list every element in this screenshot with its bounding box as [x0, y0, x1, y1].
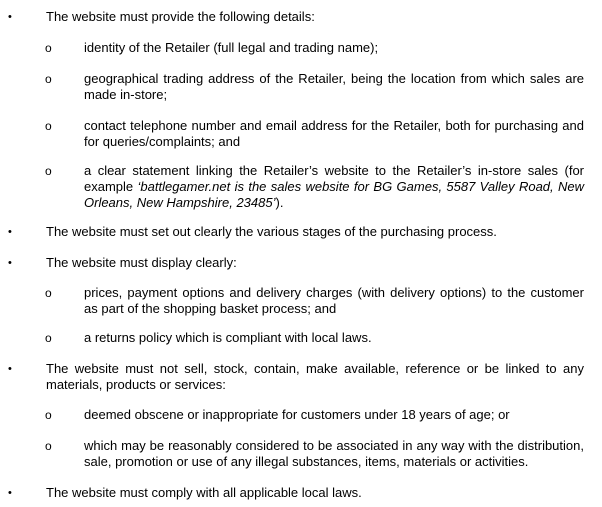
- list-item-text: The website must display clearly:: [46, 255, 237, 270]
- sub-bullet-marker: o: [45, 72, 52, 86]
- sub-list-item-text: deemed obscene or inappropriate for customers under 18 years of age; or: [84, 407, 510, 422]
- sub-bullet-marker: o: [45, 408, 52, 422]
- sub-list-item-text: identity of the Retailer (full legal and trading name);: [84, 40, 379, 55]
- bullet-marker: •: [8, 363, 12, 375]
- sub-list-item-text: which may be reasonably considered to be associated in any way with the distribution, sale, promotion or use of any illegal substances, items, materials or activities.: [84, 438, 584, 469]
- statement-end: ).: [275, 195, 284, 210]
- list-item-text: The website must comply with all applicable local laws.: [46, 485, 362, 500]
- sub-list-item-text: prices, payment options and delivery charges (with delivery options) to the customer as part of the shopping basket process; and: [84, 285, 584, 316]
- sub-list-item-text: [84, 163, 584, 211]
- sub-bullet-marker: o: [45, 439, 52, 453]
- example-quote: ‘battlegamer.net is the sales website for BG Games, 5587 Valley Road, New Orleans, New Hampshire, 23485’: [84, 179, 584, 210]
- list-item-text: The website must provide the following details:: [46, 9, 315, 24]
- sub-bullet-marker: o: [45, 331, 52, 345]
- sub-bullet-marker: o: [45, 164, 52, 178]
- sub-list-item-text: contact telephone number and email address for the Retailer, both for purchasing and for queries/complaints; and: [84, 118, 584, 149]
- bullet-marker: •: [8, 487, 12, 499]
- sub-list-item-text: geographical trading address of the Retailer, being the location from which sales are made in-store;: [84, 71, 584, 102]
- bullet-marker: •: [8, 226, 12, 238]
- statement-text: a clear statement linking the Retailer’s website to the Retailer’s in-store sales (for example: [84, 163, 584, 194]
- sub-bullet-marker: o: [45, 286, 52, 300]
- list-item-text: The website must set out clearly the various stages of the purchasing process.: [46, 224, 497, 239]
- sub-list-item-text: a returns policy which is compliant with local laws.: [84, 330, 372, 345]
- list-item-text: The website must not sell, stock, contain, make available, reference or be linked to any materials, products or services:: [46, 361, 584, 392]
- sub-bullet-marker: o: [45, 119, 52, 133]
- bullet-marker: •: [8, 257, 12, 269]
- bullet-marker: •: [8, 11, 12, 23]
- sub-bullet-marker: o: [45, 41, 52, 55]
